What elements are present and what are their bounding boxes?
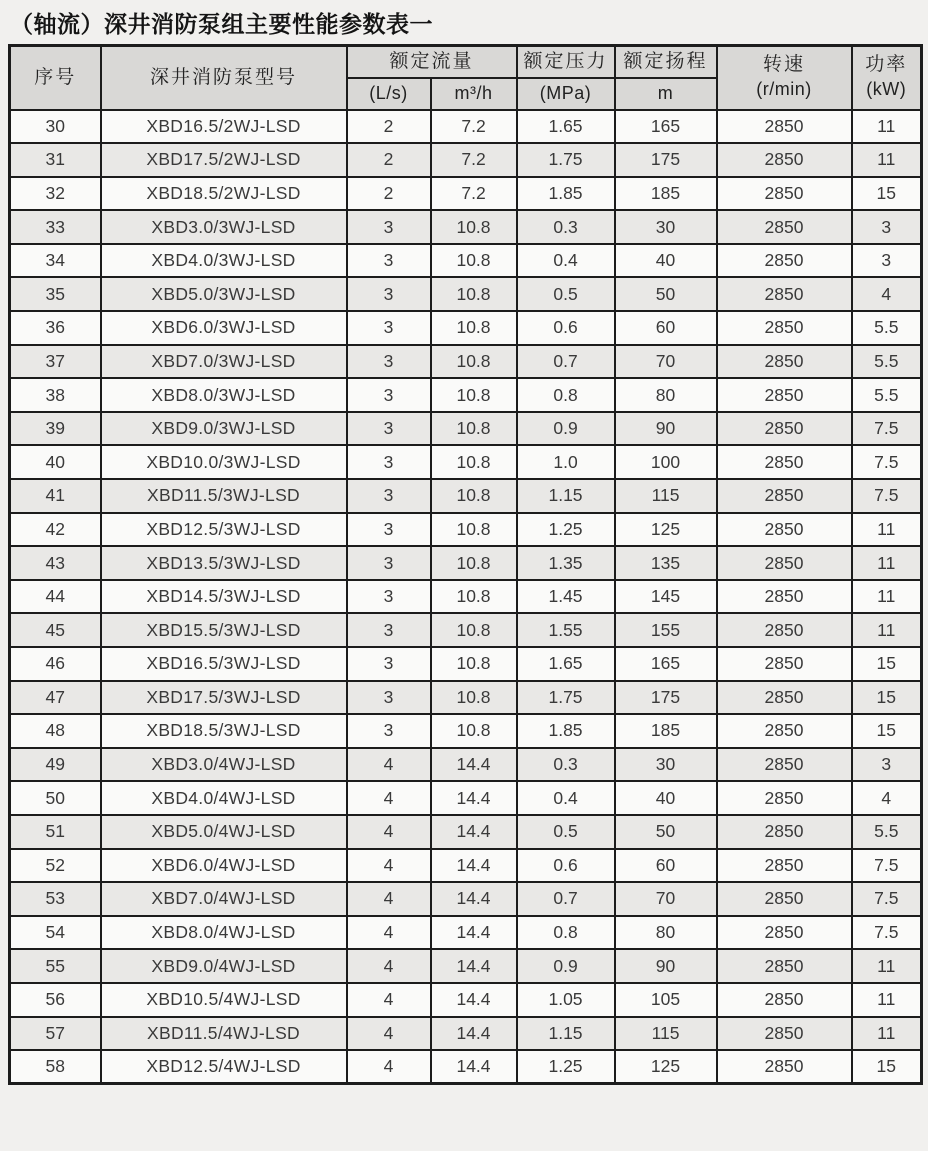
cell-pressure: 1.85 (517, 177, 615, 211)
table-row (10, 445, 922, 479)
cell-speed: 2850 (717, 748, 852, 782)
cell-pressure: 1.75 (517, 143, 615, 177)
cell-head: 165 (615, 647, 717, 681)
table-row (10, 345, 922, 379)
cell-flow-ls: 3 (347, 546, 431, 580)
cell-power: 5.5 (852, 345, 922, 379)
cell-speed: 2850 (717, 949, 852, 983)
cell-power: 11 (852, 1017, 922, 1051)
cell-flow-ls: 3 (347, 681, 431, 715)
cell-power: 15 (852, 1050, 922, 1084)
cell-speed: 2850 (717, 983, 852, 1017)
cell-serial: 31 (10, 143, 101, 177)
table-row (10, 748, 922, 782)
cell-flow-m3h: 14.4 (431, 1050, 517, 1084)
cell-flow-ls: 3 (347, 378, 431, 412)
table-row (10, 513, 922, 547)
cell-serial: 44 (10, 580, 101, 614)
cell-head: 135 (615, 546, 717, 580)
cell-flow-m3h: 7.2 (431, 177, 517, 211)
cell-model: XBD10.5/4WJ-LSD (101, 983, 347, 1017)
cell-head: 60 (615, 849, 717, 883)
cell-model: XBD9.0/3WJ-LSD (101, 412, 347, 446)
table-row (10, 412, 922, 446)
cell-flow-m3h: 14.4 (431, 983, 517, 1017)
cell-serial: 34 (10, 244, 101, 278)
cell-serial: 55 (10, 949, 101, 983)
cell-flow-ls: 3 (347, 311, 431, 345)
cell-speed: 2850 (717, 479, 852, 513)
cell-head: 50 (615, 815, 717, 849)
cell-serial: 54 (10, 916, 101, 950)
table-row (10, 1017, 922, 1051)
table-row (10, 580, 922, 614)
cell-serial: 39 (10, 412, 101, 446)
cell-pressure: 1.15 (517, 479, 615, 513)
cell-head: 70 (615, 882, 717, 916)
cell-flow-m3h: 10.8 (431, 580, 517, 614)
table-row (10, 244, 922, 278)
cell-pressure: 0.5 (517, 277, 615, 311)
cell-model: XBD18.5/3WJ-LSD (101, 714, 347, 748)
header-model: 深井消防泵型号 (101, 46, 347, 110)
cell-flow-m3h: 10.8 (431, 613, 517, 647)
cell-flow-m3h: 14.4 (431, 1017, 517, 1051)
cell-flow-ls: 3 (347, 445, 431, 479)
cell-pressure: 1.25 (517, 1050, 615, 1084)
cell-power: 5.5 (852, 311, 922, 345)
cell-power: 7.5 (852, 445, 922, 479)
cell-model: XBD5.0/3WJ-LSD (101, 277, 347, 311)
cell-model: XBD12.5/3WJ-LSD (101, 513, 347, 547)
cell-flow-ls: 3 (347, 210, 431, 244)
cell-serial: 46 (10, 647, 101, 681)
cell-flow-m3h: 10.8 (431, 513, 517, 547)
cell-serial: 42 (10, 513, 101, 547)
cell-head: 90 (615, 949, 717, 983)
header-speed (717, 46, 852, 110)
table-row (10, 277, 922, 311)
cell-model: XBD8.0/4WJ-LSD (101, 916, 347, 950)
cell-speed: 2850 (717, 378, 852, 412)
cell-head: 165 (615, 110, 717, 144)
cell-serial: 58 (10, 1050, 101, 1084)
cell-flow-m3h: 10.8 (431, 546, 517, 580)
cell-speed: 2850 (717, 1050, 852, 1084)
cell-pressure: 1.05 (517, 983, 615, 1017)
cell-flow-m3h: 10.8 (431, 412, 517, 446)
cell-pressure: 0.6 (517, 849, 615, 883)
cell-serial: 53 (10, 882, 101, 916)
header-rated-head: 额定扬程 (615, 46, 717, 78)
cell-pressure: 0.5 (517, 815, 615, 849)
cell-head: 115 (615, 1017, 717, 1051)
cell-speed: 2850 (717, 882, 852, 916)
cell-pressure: 0.4 (517, 244, 615, 278)
cell-head: 125 (615, 513, 717, 547)
cell-model: XBD17.5/3WJ-LSD (101, 681, 347, 715)
cell-flow-ls: 2 (347, 143, 431, 177)
cell-head: 115 (615, 479, 717, 513)
cell-model: XBD6.0/4WJ-LSD (101, 849, 347, 883)
cell-flow-ls: 3 (347, 345, 431, 379)
cell-speed: 2850 (717, 681, 852, 715)
cell-serial: 36 (10, 311, 101, 345)
cell-speed: 2850 (717, 546, 852, 580)
cell-speed: 2850 (717, 445, 852, 479)
cell-model: XBD3.0/3WJ-LSD (101, 210, 347, 244)
cell-head: 40 (615, 244, 717, 278)
cell-model: XBD5.0/4WJ-LSD (101, 815, 347, 849)
cell-serial: 43 (10, 546, 101, 580)
cell-power: 15 (852, 177, 922, 211)
table-row (10, 210, 922, 244)
cell-flow-m3h: 10.8 (431, 311, 517, 345)
cell-power: 4 (852, 781, 922, 815)
header-power-unit: (kW) (866, 78, 907, 99)
cell-speed: 2850 (717, 1017, 852, 1051)
cell-model: XBD7.0/4WJ-LSD (101, 882, 347, 916)
cell-speed: 2850 (717, 647, 852, 681)
cell-model: XBD3.0/4WJ-LSD (101, 748, 347, 782)
pump-table-body (10, 110, 922, 1084)
cell-model: XBD4.0/3WJ-LSD (101, 244, 347, 278)
cell-pressure: 1.65 (517, 647, 615, 681)
cell-pressure: 0.6 (517, 311, 615, 345)
cell-head: 30 (615, 210, 717, 244)
cell-pressure: 1.65 (517, 110, 615, 144)
cell-pressure: 1.55 (517, 613, 615, 647)
cell-pressure: 1.85 (517, 714, 615, 748)
cell-speed: 2850 (717, 412, 852, 446)
cell-model: XBD12.5/4WJ-LSD (101, 1050, 347, 1084)
cell-head: 185 (615, 177, 717, 211)
table-row (10, 916, 922, 950)
cell-power: 5.5 (852, 378, 922, 412)
cell-serial: 57 (10, 1017, 101, 1051)
cell-pressure: 1.15 (517, 1017, 615, 1051)
cell-power: 11 (852, 613, 922, 647)
cell-pressure: 0.4 (517, 781, 615, 815)
cell-pressure: 1.45 (517, 580, 615, 614)
cell-flow-m3h: 14.4 (431, 748, 517, 782)
table-row (10, 479, 922, 513)
cell-head: 105 (615, 983, 717, 1017)
cell-flow-m3h: 10.8 (431, 210, 517, 244)
cell-model: XBD16.5/3WJ-LSD (101, 647, 347, 681)
cell-flow-ls: 3 (347, 513, 431, 547)
cell-speed: 2850 (717, 277, 852, 311)
table-row (10, 949, 922, 983)
cell-serial: 37 (10, 345, 101, 379)
cell-flow-ls: 2 (347, 177, 431, 211)
table-row (10, 378, 922, 412)
cell-flow-m3h: 10.8 (431, 479, 517, 513)
cell-flow-m3h: 14.4 (431, 882, 517, 916)
cell-serial: 40 (10, 445, 101, 479)
cell-model: XBD8.0/3WJ-LSD (101, 378, 347, 412)
cell-head: 80 (615, 916, 717, 950)
cell-power: 3 (852, 244, 922, 278)
cell-power: 11 (852, 143, 922, 177)
cell-flow-ls: 2 (347, 110, 431, 144)
cell-head: 125 (615, 1050, 717, 1084)
cell-speed: 2850 (717, 110, 852, 144)
table-row (10, 714, 922, 748)
header-rated-pressure: 额定压力 (517, 46, 615, 78)
pump-performance-table (8, 44, 923, 1085)
header-speed-label: 转速 (763, 54, 806, 76)
table-row (10, 143, 922, 177)
cell-power: 15 (852, 681, 922, 715)
cell-model: XBD14.5/3WJ-LSD (101, 580, 347, 614)
cell-speed: 2850 (717, 143, 852, 177)
cell-power: 5.5 (852, 815, 922, 849)
header-power-label: 功率 (865, 54, 908, 76)
cell-model: XBD11.5/3WJ-LSD (101, 479, 347, 513)
cell-flow-m3h: 14.4 (431, 916, 517, 950)
cell-model: XBD16.5/2WJ-LSD (101, 110, 347, 144)
cell-speed: 2850 (717, 311, 852, 345)
cell-flow-m3h: 10.8 (431, 681, 517, 715)
cell-power: 7.5 (852, 849, 922, 883)
cell-pressure: 0.8 (517, 378, 615, 412)
cell-serial: 49 (10, 748, 101, 782)
cell-speed: 2850 (717, 714, 852, 748)
cell-serial: 38 (10, 378, 101, 412)
cell-serial: 30 (10, 110, 101, 144)
cell-head: 80 (615, 378, 717, 412)
cell-pressure: 0.3 (517, 748, 615, 782)
cell-head: 50 (615, 277, 717, 311)
cell-flow-m3h: 10.8 (431, 277, 517, 311)
cell-model: XBD11.5/4WJ-LSD (101, 1017, 347, 1051)
cell-speed: 2850 (717, 345, 852, 379)
cell-flow-ls: 3 (347, 244, 431, 278)
cell-speed: 2850 (717, 916, 852, 950)
table-row (10, 781, 922, 815)
cell-speed: 2850 (717, 815, 852, 849)
cell-serial: 52 (10, 849, 101, 883)
cell-power: 3 (852, 210, 922, 244)
cell-pressure: 1.0 (517, 445, 615, 479)
header-rated-flow: 额定流量 (347, 46, 517, 78)
table-row (10, 311, 922, 345)
cell-model: XBD6.0/3WJ-LSD (101, 311, 347, 345)
cell-speed: 2850 (717, 613, 852, 647)
cell-head: 175 (615, 143, 717, 177)
cell-head: 185 (615, 714, 717, 748)
header-flow-ls-unit: (L/s) (347, 78, 431, 110)
cell-head: 155 (615, 613, 717, 647)
cell-head: 175 (615, 681, 717, 715)
cell-speed: 2850 (717, 177, 852, 211)
cell-model: XBD9.0/4WJ-LSD (101, 949, 347, 983)
cell-flow-m3h: 14.4 (431, 949, 517, 983)
cell-serial: 41 (10, 479, 101, 513)
header-pressure-unit: (MPa) (517, 78, 615, 110)
cell-pressure: 0.8 (517, 916, 615, 950)
cell-flow-m3h: 14.4 (431, 815, 517, 849)
cell-head: 100 (615, 445, 717, 479)
cell-flow-ls: 4 (347, 983, 431, 1017)
cell-speed: 2850 (717, 849, 852, 883)
cell-power: 11 (852, 513, 922, 547)
table-row (10, 110, 922, 144)
cell-serial: 35 (10, 277, 101, 311)
cell-head: 60 (615, 311, 717, 345)
table-row (10, 177, 922, 211)
cell-flow-ls: 4 (347, 815, 431, 849)
cell-pressure: 1.35 (517, 546, 615, 580)
cell-flow-m3h: 10.8 (431, 244, 517, 278)
table-row (10, 681, 922, 715)
cell-flow-ls: 4 (347, 882, 431, 916)
cell-flow-ls: 4 (347, 781, 431, 815)
cell-pressure: 0.3 (517, 210, 615, 244)
cell-flow-ls: 4 (347, 1050, 431, 1084)
page-title: （轴流）深井消防泵组主要性能参数表一 (10, 11, 433, 37)
cell-flow-ls: 3 (347, 580, 431, 614)
cell-pressure: 0.7 (517, 882, 615, 916)
cell-pressure: 1.75 (517, 681, 615, 715)
cell-power: 4 (852, 277, 922, 311)
table-row (10, 1050, 922, 1084)
header-power (852, 46, 922, 110)
cell-head: 30 (615, 748, 717, 782)
cell-power: 11 (852, 580, 922, 614)
cell-pressure: 1.25 (517, 513, 615, 547)
cell-speed: 2850 (717, 210, 852, 244)
cell-flow-m3h: 7.2 (431, 143, 517, 177)
cell-model: XBD15.5/3WJ-LSD (101, 613, 347, 647)
cell-model: XBD10.0/3WJ-LSD (101, 445, 347, 479)
cell-flow-ls: 3 (347, 479, 431, 513)
cell-serial: 47 (10, 681, 101, 715)
table-row (10, 613, 922, 647)
cell-speed: 2850 (717, 781, 852, 815)
cell-power: 7.5 (852, 412, 922, 446)
cell-head: 40 (615, 781, 717, 815)
cell-flow-m3h: 14.4 (431, 849, 517, 883)
cell-flow-ls: 4 (347, 849, 431, 883)
cell-model: XBD17.5/2WJ-LSD (101, 143, 347, 177)
cell-power: 7.5 (852, 882, 922, 916)
cell-serial: 51 (10, 815, 101, 849)
cell-serial: 48 (10, 714, 101, 748)
cell-model: XBD13.5/3WJ-LSD (101, 546, 347, 580)
cell-flow-ls: 4 (347, 1017, 431, 1051)
cell-speed: 2850 (717, 580, 852, 614)
cell-flow-m3h: 10.8 (431, 714, 517, 748)
cell-serial: 32 (10, 177, 101, 211)
cell-flow-ls: 4 (347, 748, 431, 782)
header-serial: 序号 (10, 46, 101, 110)
cell-power: 15 (852, 647, 922, 681)
table-row (10, 849, 922, 883)
cell-pressure: 0.7 (517, 345, 615, 379)
cell-model: XBD4.0/4WJ-LSD (101, 781, 347, 815)
cell-flow-ls: 3 (347, 647, 431, 681)
cell-flow-m3h: 10.8 (431, 647, 517, 681)
cell-power: 7.5 (852, 916, 922, 950)
cell-pressure: 0.9 (517, 949, 615, 983)
table-row (10, 983, 922, 1017)
cell-speed: 2850 (717, 513, 852, 547)
cell-flow-m3h: 7.2 (431, 110, 517, 144)
cell-serial: 45 (10, 613, 101, 647)
header-head-unit: m (615, 78, 717, 110)
cell-power: 15 (852, 714, 922, 748)
cell-head: 70 (615, 345, 717, 379)
cell-power: 7.5 (852, 479, 922, 513)
cell-flow-ls: 4 (347, 916, 431, 950)
cell-flow-ls: 3 (347, 613, 431, 647)
cell-flow-m3h: 10.8 (431, 345, 517, 379)
cell-power: 11 (852, 949, 922, 983)
cell-model: XBD18.5/2WJ-LSD (101, 177, 347, 211)
table-row (10, 647, 922, 681)
cell-head: 90 (615, 412, 717, 446)
cell-serial: 50 (10, 781, 101, 815)
table-row (10, 546, 922, 580)
cell-model: XBD7.0/3WJ-LSD (101, 345, 347, 379)
cell-power: 11 (852, 983, 922, 1017)
cell-head: 145 (615, 580, 717, 614)
header-row-1 (10, 46, 922, 78)
cell-flow-ls: 3 (347, 412, 431, 446)
cell-flow-ls: 3 (347, 714, 431, 748)
table-row (10, 815, 922, 849)
cell-flow-m3h: 14.4 (431, 781, 517, 815)
cell-pressure: 0.9 (517, 412, 615, 446)
cell-power: 3 (852, 748, 922, 782)
table-header (10, 46, 922, 110)
header-flow-m3h-unit: m³/h (431, 78, 517, 110)
cell-flow-m3h: 10.8 (431, 378, 517, 412)
cell-serial: 33 (10, 210, 101, 244)
cell-speed: 2850 (717, 244, 852, 278)
cell-flow-ls: 3 (347, 277, 431, 311)
cell-serial: 56 (10, 983, 101, 1017)
cell-flow-ls: 4 (347, 949, 431, 983)
cell-flow-m3h: 10.8 (431, 445, 517, 479)
header-speed-unit: (r/min) (756, 78, 812, 99)
cell-power: 11 (852, 110, 922, 144)
cell-power: 11 (852, 546, 922, 580)
table-row (10, 882, 922, 916)
